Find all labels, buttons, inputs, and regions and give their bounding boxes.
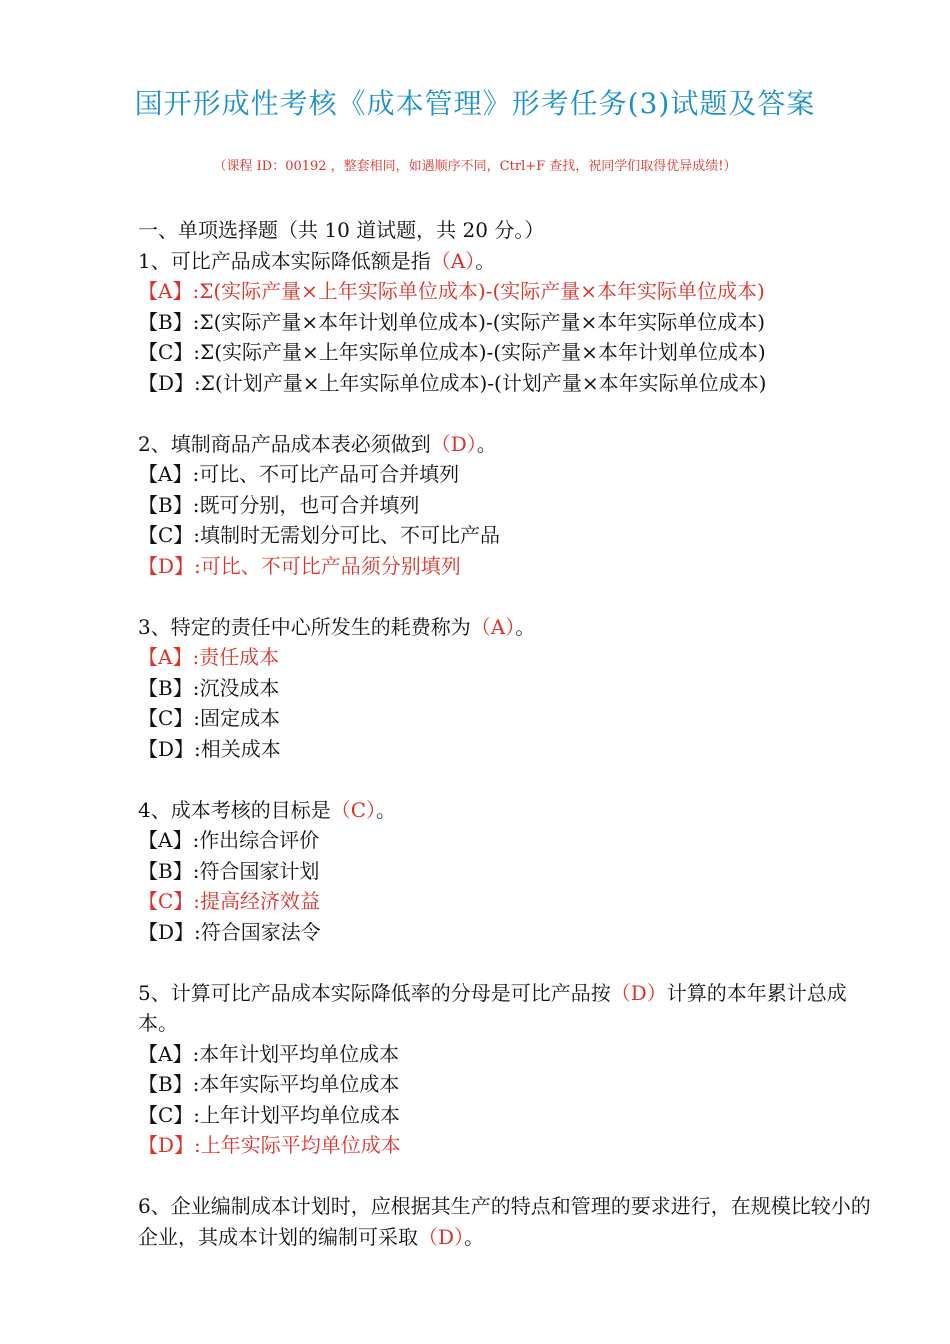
question-stem-text: 2、填制商品产品成本表必须做到 — [138, 431, 431, 456]
question-5-stem — [138, 978, 878, 1039]
document-subtitle: （课程 ID：00192 ，整套相同，如遇顺序不同，Ctrl+F 查找，祝同学们取得优异成绩!） — [213, 159, 737, 174]
question-stem-text: 5、计算可比产品成本实际降低率的分母是可比产品按 — [138, 980, 611, 1005]
option-text: Σ(计划产量×上年实际单位成本)-(计划产量×本年实际单位成本) — [200, 370, 767, 395]
option-text: 可比、不可比产品可合并填列 — [199, 462, 460, 486]
question-1-option-b — [138, 307, 878, 338]
option-label: 【C】: — [138, 889, 201, 913]
option-text: 作出综合评价 — [199, 828, 320, 852]
option-text: Σ(实际产量×本年计划单位成本)-(实际产量×本年实际单位成本) — [199, 309, 766, 334]
document-title: 国开形成性考核《成本管理》形考任务(3)试题及答案 — [134, 87, 816, 120]
question-4-option-a — [138, 825, 878, 856]
option-text: 沉没成本 — [199, 675, 280, 700]
option-text: 固定成本 — [200, 706, 281, 730]
option-text: 责任成本 — [199, 645, 280, 669]
question-4-option-d — [138, 917, 878, 948]
option-label: 【A】: — [138, 279, 200, 303]
question-5-option-a — [138, 1039, 878, 1070]
section-heading: 一、单项选择题（共 10 道试题，共 20 分。） — [138, 218, 545, 242]
question-2-option-c — [138, 520, 878, 551]
question-stem-tail: 。 — [515, 614, 536, 639]
option-label: 【B】: — [138, 309, 200, 334]
question-stem-text: 4、成本考核的目标是 — [138, 797, 331, 822]
answer-key: （D） — [418, 1224, 465, 1249]
question-3-stem — [138, 612, 878, 643]
question-3-option-b — [138, 673, 878, 704]
option-text: 提高经济效益 — [200, 889, 321, 913]
option-text: 相关成本 — [200, 736, 281, 761]
question-stem-text: 1、可比产品成本实际降低额是指 — [138, 248, 431, 273]
question-3-option-d — [138, 734, 878, 765]
option-text: Σ(实际产量×上年实际单位成本)-(实际产量×本年实际单位成本) — [199, 279, 765, 303]
spacer — [138, 947, 878, 978]
question-2-option-d — [138, 551, 878, 582]
option-text: 可比、不可比产品须分别填列 — [200, 553, 461, 578]
question-3-option-a — [138, 642, 878, 673]
option-label: 【C】: — [138, 340, 201, 364]
option-label: 【A】: — [138, 462, 200, 486]
question-2-option-a — [138, 459, 878, 490]
spacer — [138, 764, 878, 795]
option-text: 上年计划平均单位成本 — [200, 1102, 401, 1127]
option-label: 【B】: — [138, 492, 200, 517]
question-stem-tail: 。 — [475, 248, 496, 273]
question-stem-tail: 。 — [476, 431, 497, 456]
option-label: 【C】: — [138, 1102, 201, 1127]
option-text: 符合国家计划 — [199, 858, 320, 883]
option-text: 填制时无需划分可比、不可比产品 — [200, 523, 501, 547]
option-label: 【A】: — [138, 645, 200, 669]
question-4-option-b — [138, 856, 878, 887]
option-label: 【B】: — [138, 1072, 200, 1096]
question-stem-text: 6、企业编制成本计划时，应根据其生产的特点和管理的要求进行，在规模比较小的企业，其成本计划的编制可采取 — [138, 1194, 871, 1249]
question-stem-tail: 。 — [376, 797, 397, 822]
spacer — [138, 581, 878, 612]
option-text: Σ(实际产量×上年实际单位成本)-(实际产量×本年计划单位成本) — [200, 340, 766, 364]
option-text: 符合国家法令 — [200, 919, 321, 944]
option-text: 既可分别，也可合并填列 — [199, 492, 420, 517]
answer-key: （A） — [430, 248, 476, 273]
question-3-option-c — [138, 703, 878, 734]
option-label: 【C】: — [138, 523, 201, 547]
question-2-option-b — [138, 490, 878, 521]
question-2-stem — [138, 429, 878, 460]
option-label: 【A】: — [138, 1041, 200, 1066]
question-1-option-a — [138, 276, 878, 307]
question-stem-tail: 计算的本年累计总成本。 — [138, 980, 847, 1035]
question-1-stem — [138, 246, 878, 277]
question-5-option-d — [138, 1130, 878, 1161]
option-text: 本年实际平均单位成本 — [199, 1072, 400, 1096]
option-label: 【D】: — [138, 370, 201, 395]
option-label: 【B】: — [138, 675, 200, 700]
question-6-stem — [138, 1191, 878, 1252]
answer-key: （D） — [610, 980, 667, 1005]
option-label: 【A】: — [138, 828, 200, 852]
document-body — [138, 215, 878, 1252]
option-label: 【D】: — [138, 919, 201, 944]
spacer — [138, 398, 878, 429]
question-1-option-c — [138, 337, 878, 368]
question-4-stem — [138, 795, 878, 826]
option-label: 【D】: — [138, 1133, 201, 1157]
option-label: 【B】: — [138, 858, 200, 883]
answer-key: （D） — [430, 431, 477, 456]
option-text: 上年实际平均单位成本 — [200, 1133, 401, 1157]
option-text: 本年计划平均单位成本 — [199, 1041, 400, 1066]
question-stem-tail: 。 — [464, 1224, 485, 1249]
question-5-option-c — [138, 1100, 878, 1131]
answer-key: （C） — [330, 797, 377, 822]
option-label: 【C】: — [138, 706, 201, 730]
answer-key: （A） — [470, 614, 516, 639]
question-stem-text: 3、特定的责任中心所发生的耗费称为 — [138, 614, 471, 639]
option-label: 【D】: — [138, 553, 201, 578]
spacer — [138, 1161, 878, 1192]
question-5-option-b — [138, 1069, 878, 1100]
question-4-option-c — [138, 886, 878, 917]
question-1-option-d — [138, 368, 878, 399]
option-label: 【D】: — [138, 736, 201, 761]
